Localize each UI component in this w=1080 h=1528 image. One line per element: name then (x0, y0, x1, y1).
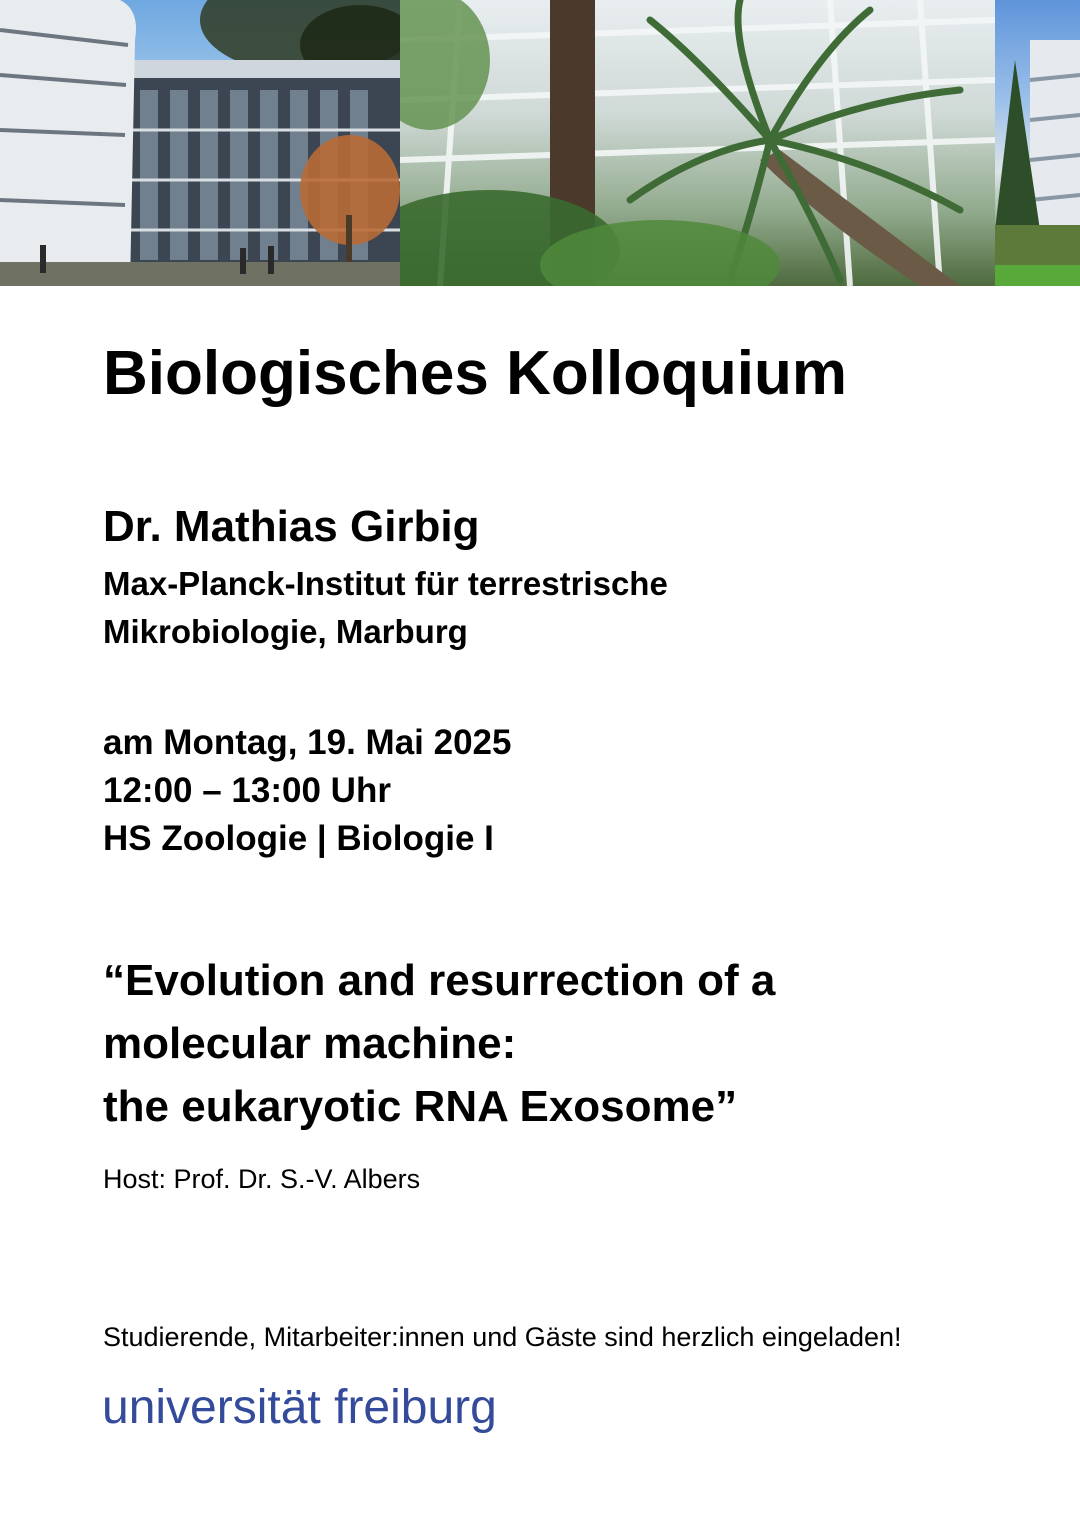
greenhouse-palm-photo (400, 0, 995, 286)
invitation-text: Studierende, Mitarbeiter:innen und Gäste sind herzlich eingeladen! (103, 1322, 902, 1352)
event-details (103, 719, 511, 863)
affiliation-line: Max-Planck-Institut für terrestrische (103, 565, 668, 602)
university-logo: universität freiburg (102, 1381, 497, 1434)
talk-title (103, 949, 775, 1138)
affiliation-line: Mikrobiologie, Marburg (103, 613, 468, 650)
talk-title-line: “Evolution and resurrection of a (103, 956, 776, 1005)
talk-title-line: molecular machine: (103, 1019, 517, 1068)
campus-buildings-photo (0, 0, 400, 286)
header-photo-banner (0, 0, 1080, 286)
event-location: HS Zoologie | Biologie I (103, 819, 494, 858)
talk-title-line: the eukaryotic RNA Exosome” (103, 1082, 738, 1131)
building-trees-photo (995, 0, 1080, 286)
event-date: am Montag, 19. Mai 2025 (103, 723, 512, 762)
speaker-name: Dr. Mathias Girbig (103, 502, 480, 551)
page-title: Biologisches Kolloquium (103, 339, 848, 408)
host-info: Host: Prof. Dr. S.-V. Albers (103, 1164, 421, 1194)
event-time: 12:00 – 13:00 Uhr (103, 771, 391, 810)
speaker-affiliation (103, 560, 668, 656)
